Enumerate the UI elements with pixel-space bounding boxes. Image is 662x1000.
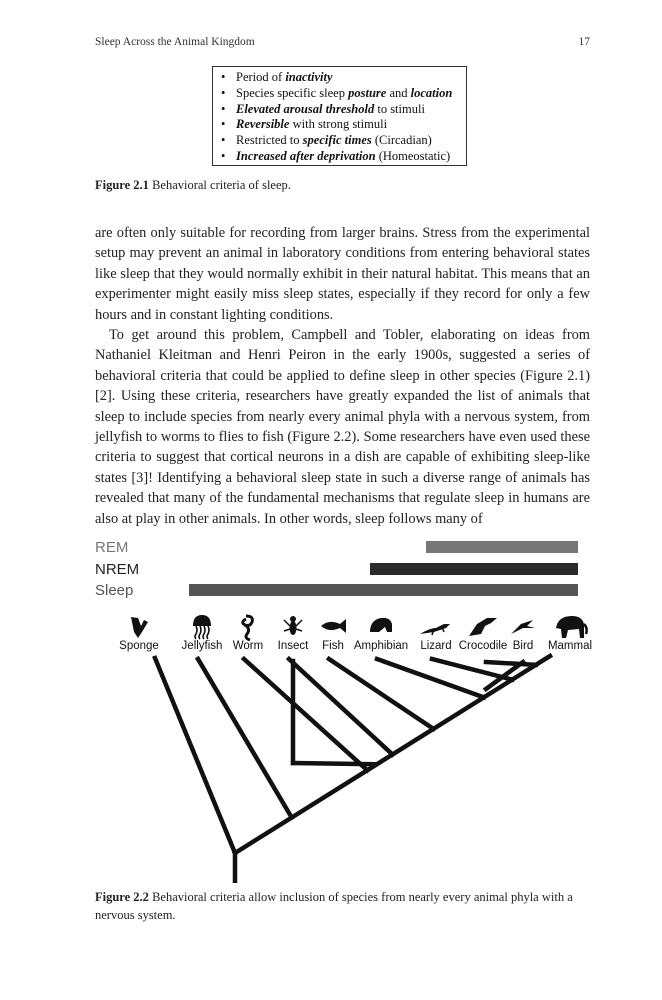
jellyfish-icon [193,615,211,639]
state-label-nrem: NREM [95,561,140,578]
criterion-item [219,102,460,118]
taxon-label-fish: Fish [322,640,344,652]
branch-amphibian [377,659,484,697]
branch-crocodile [486,662,536,665]
body-text [95,223,590,529]
sleep-phylogeny-figure [90,533,600,883]
taxon-label-mammal: Mammal [547,640,593,652]
taxon-label-sponge: Sponge [119,640,159,652]
sponge-icon [131,617,148,638]
sleep-state-bars [95,539,578,599]
criterion-text: Period of [236,70,286,84]
running-head-title: Sleep Across the Animal Kingdom [95,36,255,48]
figure-2-2-label: Figure 2.2 [95,890,149,904]
figure-2-2-caption [95,888,590,924]
state-bar-nrem [370,563,578,575]
criterion-item [219,149,460,165]
taxon-label-jellyfish: Jellyfish [181,640,223,652]
crocodile-icon [469,618,497,636]
state-label-sleep: Sleep [95,582,134,599]
sleep-criteria-list [219,70,460,165]
figure-2-1-caption [95,176,395,194]
state-bar-rem [426,541,578,553]
taxon-label-worm: Worm [232,640,264,652]
criterion-item [219,70,460,86]
sleep-criteria-box [212,66,467,166]
criterion-text: Species specific sleep [236,85,349,100]
bird-icon [511,620,535,634]
page-number: 17 [578,36,590,48]
taxon-label-amphibian: Amphibian [353,640,409,652]
branch-insect [289,659,393,755]
lizard-icon [420,624,450,635]
taxa-icons [131,615,587,640]
taxon-label-insect: Insect [277,640,309,652]
criterion-text: and [386,85,411,100]
mammal-icon [556,616,587,638]
criterion-emphasis: specific times [302,133,372,148]
running-head [95,36,590,48]
taxon-label-crocodile: Crocodile [458,640,508,652]
criterion-emphasis: location [410,85,453,100]
taxon-label-bird: Bird [512,640,534,652]
body-paragraph-1: are often only suitable for recording from larger brains. Stress from the experimental setup may prevent an animal in laboratory conditions from entering behavioral states like sleep that they would normally exhibit in their natural habitat. This means that an experimenter might easily miss sleep states, especially if they record for only a few hours and in constant lighting conditions. [95,225,590,323]
state-label-rem: REM [95,539,129,556]
worm-icon [243,616,253,640]
body-paragraph-2: To get around this problem, Campbell and Tobler, elaborating on ideas from Nathaniel Kleitman and Henri Peiron in the early 1900s, suggested a series of behavioral criteria that could be applied to define sleep in other species (Figure 2.1) [2]. Using these criteria, researchers have greatly expanded the list of animals that sleep to include species from nearly every animal phyla with a nervous system, from jellyfish to worms to flies to fish (Figure 2.2). Some researchers have even used these criteria to suggest that cortical neurons in a dish are capable of exhibiting sleep-like states [3]! Identifying a behavioral sleep state in such a diverse range of animals has revealed that many of the fundamental mechanisms that regulate sleep in humans are also at play in other animals. In other words, sleep follows many of [95,327,590,527]
criterion-text: to stimuli [374,101,425,116]
criterion-emphasis: Increased after deprivation [236,148,376,163]
criterion-item [219,133,460,149]
taxa-labels [119,640,592,652]
criterion-item [219,86,460,102]
criterion-text: Restricted to [236,133,303,148]
figure-2-1-label: Figure 2.1 [95,178,149,192]
criterion-emphasis: Elevated arousal threshold [236,101,375,116]
insect-icon [284,616,302,635]
phylogenetic-tree [155,656,550,881]
amphibian-icon [370,618,392,632]
criterion-text: (Homeostatic) [375,148,451,163]
criterion-text: (Circadian) [371,133,432,148]
criterion-emphasis: inactivity [285,70,333,84]
state-bar-sleep [189,584,578,596]
fish-icon [321,619,346,633]
branch-insect-link [293,763,375,764]
branch-sponge [155,658,235,853]
criterion-item [219,117,460,133]
branch-fish [329,659,433,729]
criterion-emphasis: posture [348,85,387,100]
figure-2-2-caption-text: Behavioral criteria allow inclusion of species from nearly every animal phyla with a nervous system. [95,890,573,922]
taxon-label-lizard: Lizard [420,640,452,652]
criterion-emphasis: Reversible [236,117,290,132]
figure-2-1-caption-text: Behavioral criteria of sleep. [148,178,291,192]
criterion-text: with strong stimuli [289,117,388,132]
